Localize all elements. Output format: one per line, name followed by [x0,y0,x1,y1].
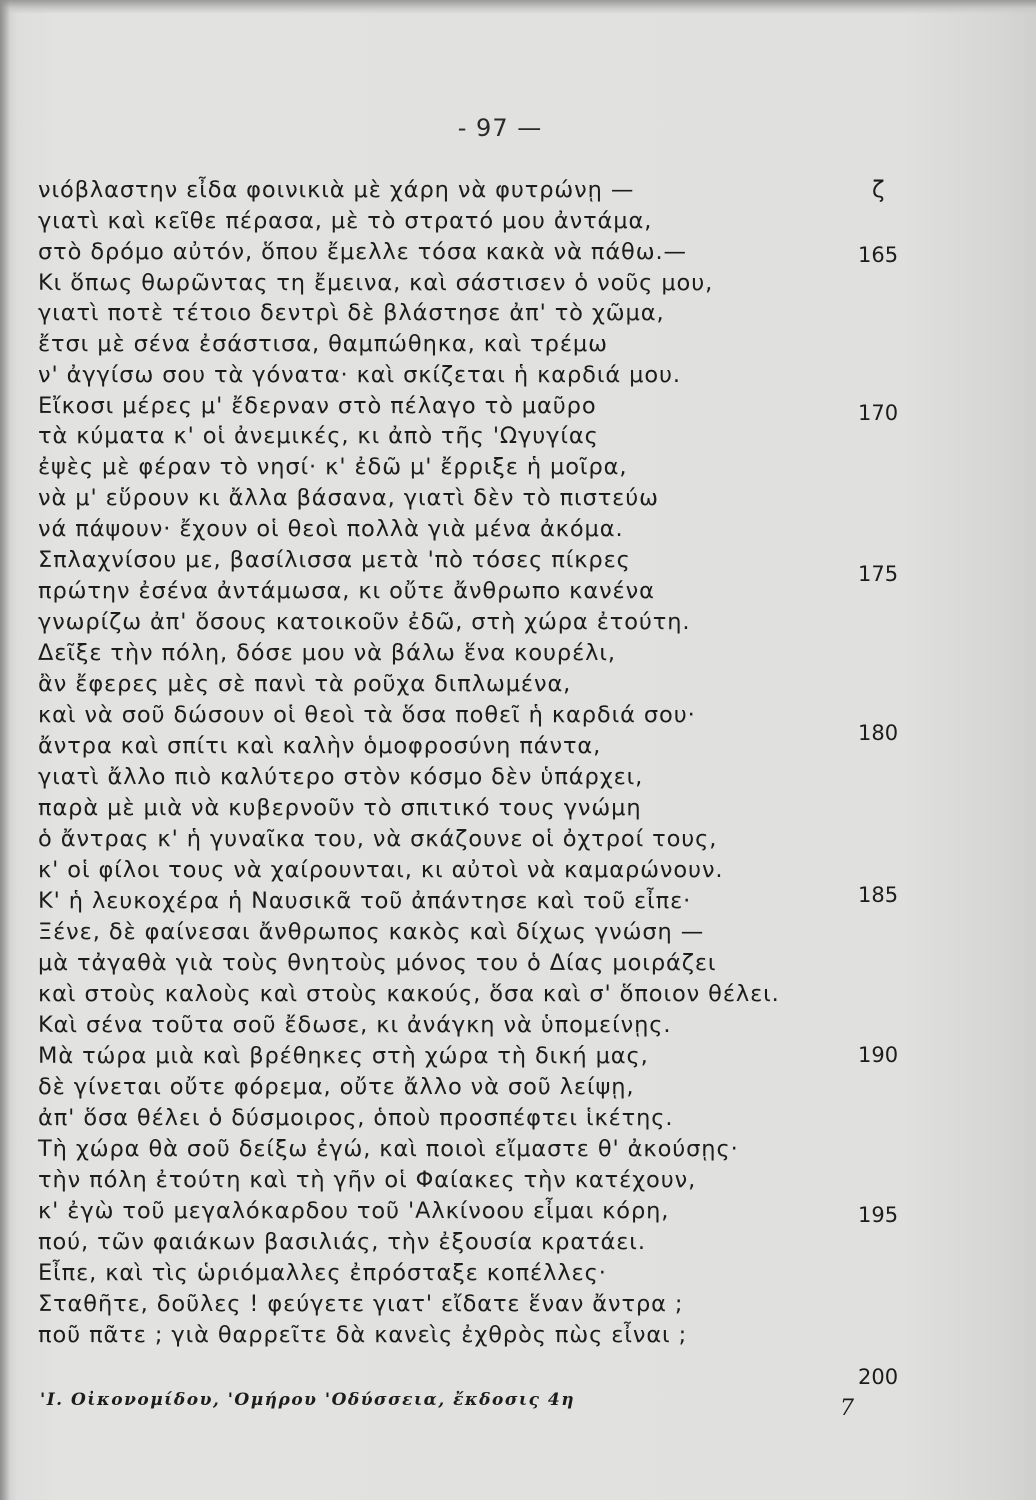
verse-line: Σταθῆτε, δοῦλες ! φεύγετε γιατ' εἴδατε ἕναν ἄντρα ; [38,1291,684,1317]
line-number: 170 [858,401,899,425]
scan-binding-edge [0,0,10,1500]
verse-line: ἂν ἔφερες μὲς σὲ πανὶ τὰ ροῦχα διπλωμένα, [38,671,572,697]
section-letter: ζ [872,177,885,203]
line-number: 195 [858,1203,899,1227]
verse-line: γιατὶ ἄλλο πιὸ καλύτερο στὸν κόσμο δὲν ὑπάρχει, [38,764,644,790]
verse-line: ἄντρα καὶ σπίτι καὶ καλὴν ὁμοφροσύνη πάντα, [38,733,602,759]
line-number: 190 [858,1043,899,1067]
verse-line: ποῦ πᾶτε ; γιὰ θαρρεῖτε δὰ κανεὶς ἐχθρὸς πὼς εἶναι ; [38,1322,688,1348]
line-number: 175 [858,562,899,586]
line-number: 180 [858,721,899,745]
verse-line: νά πάψουν· ἔχουν οἱ θεοὶ πολλὰ γιὰ μένα ἀκόμα. [38,516,624,542]
verse-line: δὲ γίνεται οὔτε φόρεμα, οὔτε ἄλλο νὰ σοῦ λείψῃ, [38,1074,635,1100]
verse-line: ἐψὲς μὲ φέραν τὸ νησί· κ' ἐδῶ μ' ἔρριξε ἡ μοῖρα, [38,454,628,480]
verse-line: γνωρίζω ἀπ' ὅσους κατοικοῦν ἐδῶ, στὴ χώρα ἐτούτη. [38,609,691,635]
verse-line: μὰ τἀγαθὰ γιὰ τοὺς θνητοὺς μόνος του ὁ Δίας μοιράζει [38,950,717,976]
verse-line: κ' ἐγὼ τοῦ μεγαλόκαρδου τοῦ 'Αλκίνοου εἶμαι κόρη, [38,1198,670,1224]
verse-line: Δεῖξε τὴν πόλη, δόσε μου νὰ βάλω ἕνα κουρέλι, [38,640,616,666]
verse-line: ἀπ' ὅσα θέλει ὁ δύσμοιρος, ὁποὺ προσπέφτει ἱκέτης. [38,1105,674,1131]
verse-line: ν' ἀγγίσω σου τὰ γόνατα· καὶ σκίζεται ἡ καρδιά μου. [38,362,681,388]
verse-line: Μὰ τώρα μιὰ καὶ βρέθηκες στὴ χώρα τὴ δική μας, [38,1043,649,1069]
verse-line: καὶ στοὺς καλοὺς καὶ στοὺς κακούς, ὅσα καὶ σ' ὅποιον θέλει. [38,981,780,1007]
verse-line: Κι ὅπως θωρῶντας τη ἔμεινα, καὶ σάστισεν ὁ νοῦς μου, [38,270,714,296]
verse-line: ὁ ἄντρας κ' ἡ γυναῖκα του, νὰ σκάζουνε οἱ ὀχτροί τους, [38,826,718,852]
verse-line: νὰ μ' εὕρουν κι ἄλλα βάσανα, γιατὶ δὲν τὸ πιστεύω [38,485,659,511]
verse-line: Σπλαχνίσου με, βασίλισσα μετὰ 'πὸ τόσες πίκρες [38,547,631,573]
footer-citation: 'Ι. Οἰκονομίδου, 'Ομήρου 'Οδύσσεια, ἔκδοσις 4η [40,1390,576,1410]
line-number: 185 [858,883,899,907]
verse-line: στὸ δρόμο αὐτόν, ὅπου ἔμελλε τόσα κακὰ νὰ πάθω.— [38,239,687,265]
verse-line: καὶ νὰ σοῦ δώσουν οἱ θεοὶ τὰ ὅσα ποθεῖ ἡ καρδιά σου· [38,702,696,728]
page-number: - 97 — [457,114,543,142]
verse-line: νιόβλαστην εἶδα φοινικιὰ μὲ χάρη νὰ φυτρώνῃ — [38,177,635,203]
verse-line: τὴν πόλη ἐτούτη καὶ τὴ γῆν οἱ Φαίακες τὴν κατέχουν, [38,1167,697,1193]
verse-line: Ξένε, δὲ φαίνεσαι ἄνθρωπος κακὸς καὶ δίχως γνώση — [38,919,705,945]
verse-line: γιατὶ καὶ κεῖθε πέρασα, μὲ τὸ στρατό μου ἀντάμα, [38,208,653,234]
verse-line: τὰ κύματα κ' οἱ ἀνεμικές, κι ἀπὸ τῆς 'Ωγυγίας [38,423,599,449]
verse-line: ἔτσι μὲ σένα ἐσάστισα, θαμπώθηκα, καὶ τρέμω [38,331,608,357]
verse-line: πρώτην ἐσένα ἀντάμωσα, κι οὔτε ἄνθρωπο κανένα [38,578,655,604]
verse-line: γιατὶ ποτὲ τέτοιο δεντρὶ δὲ βλάστησε ἀπ' τὸ χῶμα, [38,300,665,326]
verse-line: πού, τῶν φαιάκων βασιλιάς, τὴν ἐξουσία κρατάει. [38,1229,646,1255]
verse-line: Εἴκοσι μέρες μ' ἔδερναν στὸ πέλαγο τὸ μαῦρο [38,393,597,419]
verse-line: Κ' ἡ λευκοχέρα ἡ Ναυσικᾶ τοῦ ἀπάντησε καὶ τοῦ εἶπε· [38,888,692,914]
verse-line: Τὴ χώρα θὰ σοῦ δείξω ἐγώ, καὶ ποιοὶ εἴμαστε θ' ἀκούσῃς· [38,1136,739,1162]
signature-mark: 7 [840,1396,854,1421]
verse-line: Καὶ σένα τοῦτα σοῦ ἔδωσε, κι ἀνάγκη νὰ ὑπομείνῃς. [38,1012,672,1038]
line-number: 165 [858,243,899,267]
verse-line: Εἶπε, καὶ τὶς ὡριόμαλλες ἐπρόσταξε κοπέλλες· [38,1260,607,1286]
verse-line: κ' οἱ φίλοι τους νὰ χαίρουνται, κι αὐτοὶ νὰ καμαρώνουν. [38,857,724,883]
line-number: 200 [858,1365,899,1389]
verse-line: παρὰ μὲ μιὰ νὰ κυβερνοῦν τὸ σπιτικό τους γνώμη [38,795,642,821]
scan-top-shadow [0,0,1036,14]
